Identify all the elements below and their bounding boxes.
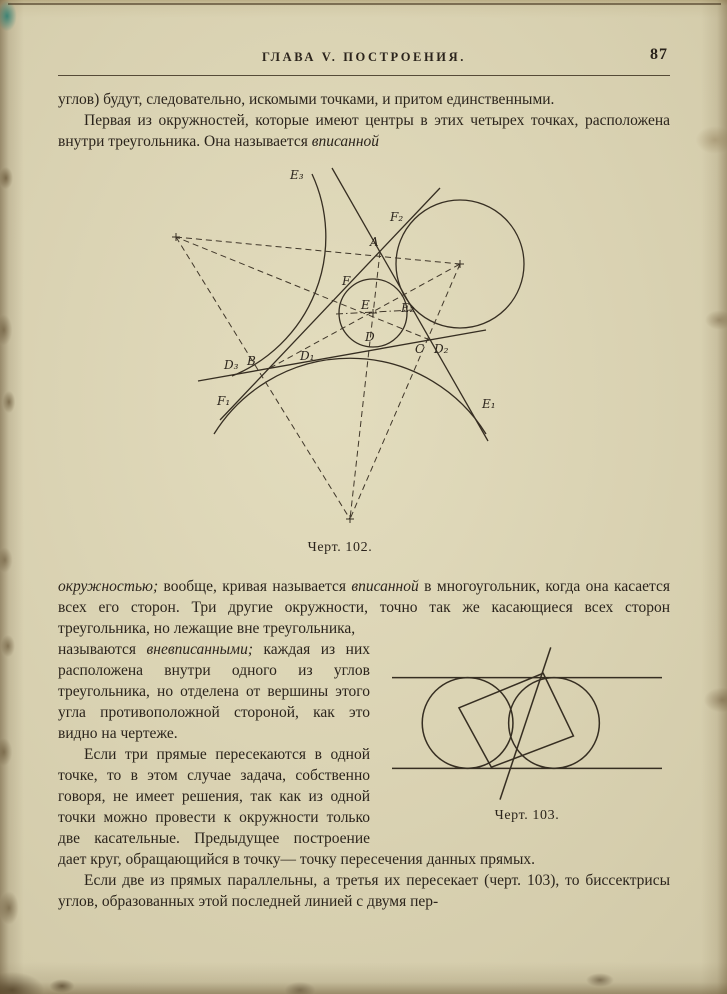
paragraph-2-text: Первая из окружностей, которые имеют центры в этих четырех точках, расположена внутри треугольника. Она называется xyxy=(58,112,670,150)
page-body xyxy=(58,89,670,912)
fig102-dashed-excenter-top xyxy=(176,237,460,264)
page-header xyxy=(58,46,670,70)
paragraph-2 xyxy=(58,110,670,152)
paragraph-3-text-a: вообще, кривая называется xyxy=(158,578,352,595)
fig102-cross-right-excenter xyxy=(456,260,464,268)
fig102-label-d3: D₃ xyxy=(224,358,239,372)
emphasis-inscribed: вписанной xyxy=(311,133,380,150)
fig102-label-e3: E₃ xyxy=(290,168,304,182)
fig102-dashed-excenter-left xyxy=(176,237,350,519)
emphasis-escribed: вневписанными; xyxy=(146,641,253,658)
fig103-transversal-line xyxy=(500,647,551,799)
figure-103-caption: Черт. 103. xyxy=(494,808,560,823)
figure-103 xyxy=(384,645,670,826)
header-rule xyxy=(58,75,670,76)
paragraph-4: Если три прямые пересекаются в одной точке, то в этом случае задача, собственно говоря, не имеет решения, так как из одной точки можно провести к окружности только две касательные. Предыдущее построение дает круг, обращающийся в точку— точку пересечения данных прямых. xyxy=(58,746,535,868)
paragraph-3-full-width xyxy=(58,576,670,639)
fig102-dashed-bisector-c xyxy=(176,237,430,340)
paragraph-3-text-c: называются xyxy=(58,641,147,658)
fig102-cross-left-excenter xyxy=(172,233,180,241)
fig102-cross-bottom-excenter xyxy=(346,515,354,523)
fig103-shapes xyxy=(392,647,662,799)
fig102-label-a: A xyxy=(370,235,379,249)
fig102-label-d2: D₂ xyxy=(434,342,449,356)
fig102-label-f: F xyxy=(342,274,351,288)
fig102-excircle-bottom-arc xyxy=(214,358,486,434)
page-number: 87 xyxy=(650,46,668,63)
fig102-labels xyxy=(216,168,496,411)
fig102-label-f1: F₁ xyxy=(217,394,231,408)
fig102-label-e2: E₂ xyxy=(401,301,415,315)
figure-102 xyxy=(140,164,540,558)
fig102-label-c: C xyxy=(415,342,425,356)
chapter-title: ГЛАВА V. ПОСТРОЕНИЯ. xyxy=(262,50,466,64)
paragraph-1: углов) будут, следовательно, искомыми точками, и притом единственными. xyxy=(58,91,555,108)
fig102-label-b: B xyxy=(247,354,256,368)
figure-102-drawing xyxy=(140,164,540,534)
emphasis-circle-word: окружностью; xyxy=(58,578,159,595)
fig102-label-e: E xyxy=(361,298,370,312)
figure-103-drawing xyxy=(392,645,662,802)
paragraph-3-text-b: в многоугольник, когда она касается всех его сторон. Три другие окружности, точно так же касающиеся всех сторон треугольника, но лежащие вне треугольника, xyxy=(58,578,670,637)
paragraph-5: Если две из прямых параллельны, а третья их пересекает (черт. 103), то биссектрисы углов, образованных этой последней линией с двумя пер- xyxy=(58,872,670,910)
paragraph-3-text-d: каждая из них расположена внутри одного из углов треугольника, но отделена от вершины этого угла противоположной стороной, как это видно на чертеже. xyxy=(58,641,370,742)
fig102-label-f2: F₂ xyxy=(390,210,404,224)
emphasis-inscribed-2: вписанной xyxy=(351,578,419,595)
figure-102-caption: Черт. 102. xyxy=(307,540,373,555)
fig102-label-d1: D₁ xyxy=(300,349,315,363)
fig102-dashed-bisector-a xyxy=(350,252,380,519)
fig102-label-d: D xyxy=(365,330,375,344)
fig102-excircle-top-left-arc xyxy=(232,174,326,376)
fig102-label-e1: E₁ xyxy=(482,397,496,411)
